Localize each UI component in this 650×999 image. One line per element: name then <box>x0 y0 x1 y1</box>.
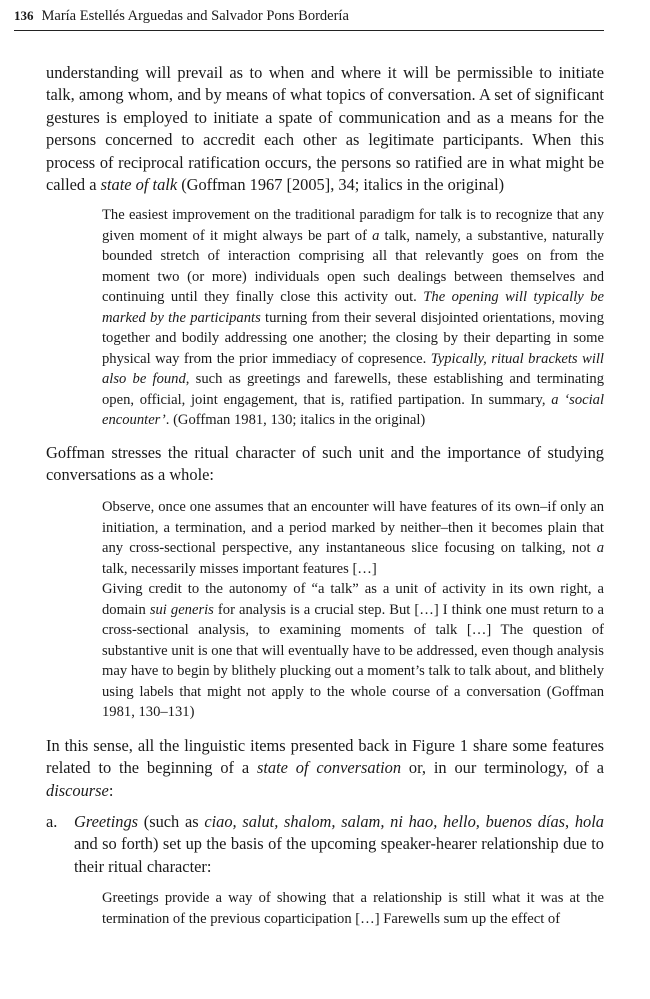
list-item-a <box>46 811 604 878</box>
running-head <box>14 6 604 31</box>
running-head-authors: María Estellés Arguedas and Salvador Pons Bordería <box>41 8 349 24</box>
block-quote-2 <box>102 497 604 723</box>
emphasis-state-of-talk: state of talk <box>100 175 178 195</box>
quote-2-paragraph-2: Giving credit to the autonomy of “a talk” as a unit of activity in its own right, a domain sui generis for analysis is a crucial step. But […] I think one must return to a cross-sectional analysis, to examining moments of talk […] The question of substantive unit is one that will eventually have to be addressed, even though analysis may have to begin by blithely plucking out a moment’s talk to talk about, and blithely using labels that might not apply to the whole course of a conversation (Goffman 1981, 130–131) <box>102 581 604 720</box>
paragraph-3: In this sense, all the linguistic items presented back in Figure 1 share some features related to the beginning of a state of conversation or, in our terminology, of a discourse: <box>46 736 604 800</box>
paragraph-2: Goffman stresses the ritual character of such unit and the importance of studying conversations as a whole: <box>46 443 604 485</box>
quote-2-paragraph-1: Observe, once one assumes that an encounter will have features of its own–if only an initiation, a termination, and a period marked by neither–then it becomes plain that any cross-sectional perspective, any instantaneous slice focusing on talking, not a talk, necessarily misses important features […] <box>102 499 604 577</box>
block-quote-1 <box>102 205 604 431</box>
page-number: 136 <box>14 8 34 23</box>
quote-1-paragraph: The easiest improvement on the traditional paradigm for talk is to recognize that any given moment of it might always be part of a talk, namely, a substantive, naturally bounded stretch of interaction comprising all that relevantly goes on from the moment two (or more) individuals open such dealings between themselves and continuing until they finally close this activity out. The opening will typically be marked by the participants turning from their several disjointed orientations, moving together and bodily addressing one another; the closing by their departing in some physical way from the prior immediacy of copresence. Typically, ritual brackets will also be found, such as greetings and farewells, these establishing and terminating open, official, joint engagement, that is, ratified partipation. In summary, a ‘social encounter’. (Goffman 1981, 130; italics in the original) <box>102 207 605 428</box>
list-item-text: Greetings (such as ciao, salut, shalom, salam, ni hao, hello, buenos días, hola and so forth) set up the basis of the upcoming speaker-hearer relationship due to their ritual character: <box>74 812 604 876</box>
paragraph-1: understanding will prevail as to when and where it will be permissible to initiate talk, among whom, and by means of what topics of conversation. A set of significant gestures is employed to initiate a spate of communication and as a means for the persons concerned to accredit each other as legitimate participants. When this process of reciprocal ratification occurs, the persons so ratified are in what might be called a state of talk (Goffman 1967 [2005], 34; italics in the original) <box>46 63 604 195</box>
block-quote-3 <box>102 888 604 929</box>
quote-3-paragraph: Greetings provide a way of showing that a relationship is still what it was at the termination of the previous coparticipation […] Farewells sum up the effect of <box>102 890 604 927</box>
list-marker: a. <box>46 812 58 831</box>
